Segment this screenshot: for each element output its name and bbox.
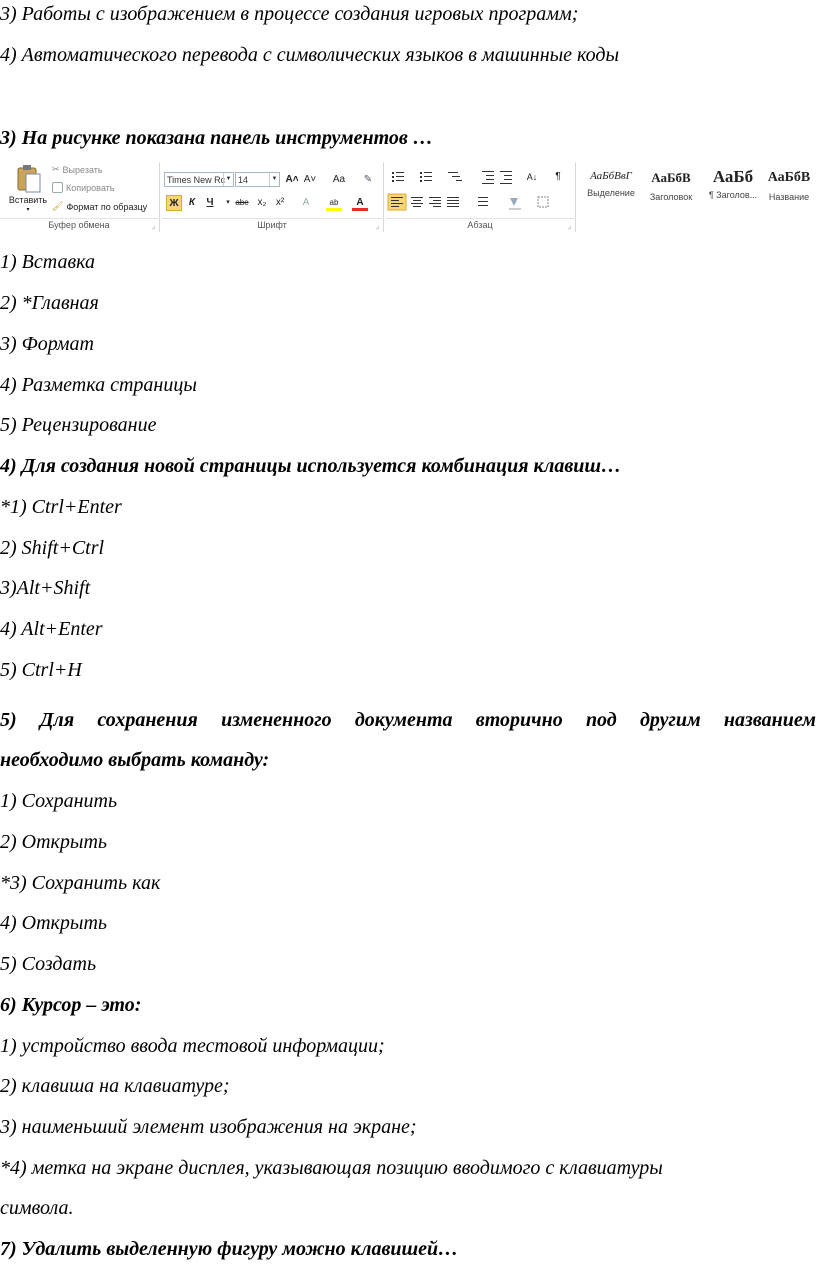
align-center-icon [411,197,423,207]
question-5-continued: необходимо выбрать команду: [0,749,270,771]
shading-icon [509,198,521,210]
copy-icon [52,182,63,193]
line-option-4-prev: 4) Автоматического перевода с символических языков в машинные коды [0,44,620,66]
word: измененного [221,709,332,731]
text-effects-button[interactable]: A [302,197,310,208]
brush-icon: 🖌 [52,201,64,211]
decrease-indent-icon [482,171,494,184]
align-left-icon [388,194,406,210]
q3-option-2: 2) *Главная [0,292,99,314]
font-color-button[interactable]: A [352,195,368,211]
font-name-combo[interactable] [164,172,234,187]
q6-option-1: 1) устройство ввода тестовой информации; [0,1035,385,1057]
justify-icon [447,197,459,207]
style-heading[interactable] [640,170,702,216]
q4-option-1: *1) Ctrl+Enter [0,496,122,518]
paste-button[interactable] [8,164,48,213]
question-5 [0,708,816,732]
style-sample: АаБбВ [651,170,691,185]
paragraph-launcher-icon[interactable]: ⌟ [567,223,571,230]
q3-option-4: 4) Разметка страницы [0,374,197,396]
word: документа [354,709,453,731]
scissors-icon: ✂ [52,164,60,174]
line-option-3-prev: 3) Работы с изображением в процессе создания игровых программ; [0,3,579,25]
question-3: 3) На рисунке показана панель инструментов … [0,127,433,149]
font-launcher-icon[interactable]: ⌟ [375,223,379,230]
paste-icon [14,164,42,194]
clipboard-group-label: Буфер обмена [0,218,158,232]
style-title[interactable] [762,170,816,216]
strikethrough-button[interactable]: abe [235,198,249,207]
style-sample: АаБбВвГ [590,170,632,182]
underline-button[interactable]: Ч [206,197,214,208]
q5-option-1: 1) Сохранить [0,790,118,812]
question-4: 4) Для создания новой страницы используется комбинация клавиш… [0,455,622,477]
format-painter-button[interactable] [52,201,147,212]
q5-option-5: 5) Создать [0,953,97,975]
clipboard-launcher-icon[interactable]: ⌟ [151,223,155,230]
font-group-label: Шрифт [162,218,382,232]
font-group [162,160,382,232]
italic-button[interactable]: К [188,197,196,208]
style-heading-1[interactable] [702,167,764,216]
style-name: Заголовок [649,192,693,202]
q4-option-2: 2) Shift+Ctrl [0,537,105,559]
shrink-font-button[interactable]: A˅ [303,174,317,185]
superscript-button[interactable]: x² [275,197,285,208]
style-name: Выделение [587,188,635,198]
increase-indent-icon [500,171,512,184]
clipboard-group [0,160,158,232]
style-name: ¶ Заголов... [708,190,758,200]
paragraph-icons [386,166,574,222]
q5-option-3: *3) Сохранить как [0,872,161,894]
borders-icon [538,197,548,207]
sort-button[interactable]: A↓ [526,172,538,182]
q3-option-3: 3) Формат [0,333,94,355]
clear-formatting-icon[interactable]: ✎ [363,174,373,185]
font-name-value: Times New Rc [167,175,226,185]
word: названием [723,709,816,731]
question-6: 6) Курсор – это: [0,994,142,1016]
q4-option-4: 4) Alt+Enter [0,618,103,640]
subscript-button[interactable]: x₂ [257,197,267,208]
paragraph-group [386,160,574,232]
change-case-button[interactable]: Aa [332,174,346,185]
q4-option-3: 3)Alt+Shift [0,577,91,599]
multilevel-list-icon [448,172,462,181]
style-name: Название [768,192,810,202]
format-painter-label: Формат по образцу [66,201,148,212]
word-ribbon-home-tab [0,160,816,232]
font-size-combo[interactable] [235,172,280,187]
grow-font-button[interactable]: A˄ [285,174,299,185]
font-size-value: 14 [238,175,249,185]
word: сохранения [97,709,198,731]
word: вторично [475,709,563,731]
style-sample: АаБб [712,167,754,186]
q6-option-4-continued: символа. [0,1197,74,1219]
chevron-down-icon[interactable]: ▼ [269,173,279,186]
pilcrow-button[interactable]: ¶ [555,171,561,182]
q5-option-2: 2) Открыть [0,831,107,853]
cut-label: Вырезать [62,164,103,175]
group-divider [575,162,576,232]
q3-option-5: 5) Рецензирование [0,414,157,436]
word: другим [639,709,701,731]
highlight-button[interactable]: ab [326,195,342,211]
group-divider [383,162,384,232]
q3-option-1: 1) Вставка [0,251,95,273]
question-7: 7) Удалить выделенную фигуру можно клавишей… [0,1238,459,1260]
q6-option-3: 3) наименьший элемент изображения на экране; [0,1116,417,1138]
q5-option-4: 4) Открыть [0,912,107,934]
bullets-icon [392,172,404,182]
q4-option-5: 5) Ctrl+H [0,659,82,681]
styles-group [578,160,816,232]
chevron-down-icon[interactable]: ▼ [223,173,233,186]
copy-label: Копировать [66,182,115,193]
word: 5) [0,709,17,731]
paragraph-group-label: Абзац [386,218,574,232]
paste-dropdown-icon[interactable]: ▾ [26,207,30,213]
cut-button[interactable] [52,164,103,175]
line-spacing-icon [478,197,488,206]
paste-label: Вставить [8,195,48,205]
word: Для [39,709,75,731]
group-divider [159,162,160,232]
bold-button[interactable]: Ж [166,195,182,211]
underline-dropdown-icon[interactable]: ▾ [226,199,230,206]
numbering-icon [420,172,432,182]
style-emphasis[interactable] [580,170,642,216]
style-sample: АаБбВ [767,170,811,185]
q6-option-2: 2) клавиша на клавиатуре; [0,1075,230,1097]
align-right-icon [429,197,441,207]
copy-button[interactable] [52,182,114,193]
q6-option-4: *4) метка на экране дисплея, указывающая позицию вводимого с клавиатуры [0,1157,663,1179]
word: под [585,709,617,731]
